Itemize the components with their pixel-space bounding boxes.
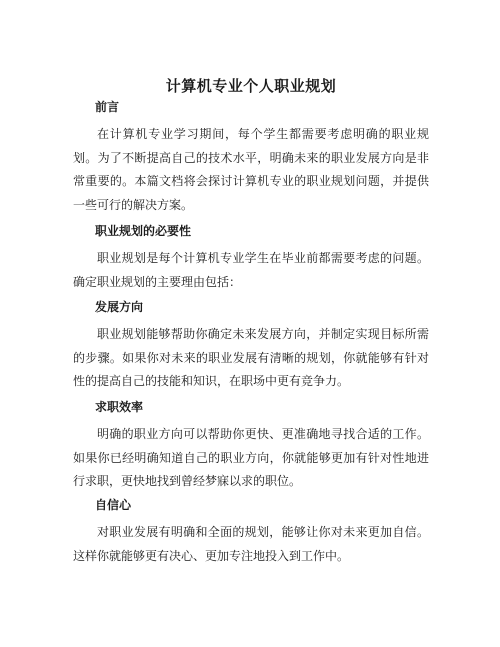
section-heading-job-efficiency: 求职效率 xyxy=(95,400,144,414)
section-heading-preface: 前言 xyxy=(95,100,120,114)
document-title: 计算机专业个人职业规划 xyxy=(165,77,337,95)
section-body-development: 职业规划能够帮助你确定未来发展方向，并制定实现目标所需的步骤。如果你对未来的职业发展有清晰的规划，你就能够有针对性的提高自己的技能和知识，在职场中更有竞争力。 xyxy=(73,327,429,388)
section-heading-development: 发展方向 xyxy=(95,300,144,314)
section-heading-confidence: 自信心 xyxy=(95,498,132,512)
section-body-job-efficiency: 明确的职业方向可以帮助你更快、更准确地寻找合适的工作。如果你已经明确知道自己的职业方向，你就能够更加有针对性地进行求职，更快地找到曾经梦寐以求的职位。 xyxy=(73,427,429,488)
section-body-preface: 在计算机专业学习期间，每个学生都需要考虑明确的职业规划。为了不断提高自己的技术水平，明确未来的职业发展方向是非常重要的。本篇文档将会探讨计算机专业的职业规划问题，并提供一些可行的解决方案。 xyxy=(73,127,429,212)
section-body-confidence: 对职业发展有明确和全面的规划，能够让你对未来更加自信。这样你就能够更有决心、更加专注地投入到工作中。 xyxy=(73,525,429,563)
section-heading-necessity: 职业规划的必要性 xyxy=(95,224,192,238)
section-body-necessity: 职业规划是每个计算机专业学生在毕业前都需要考虑的问题。确定职业规划的主要理由包括： xyxy=(73,251,429,289)
